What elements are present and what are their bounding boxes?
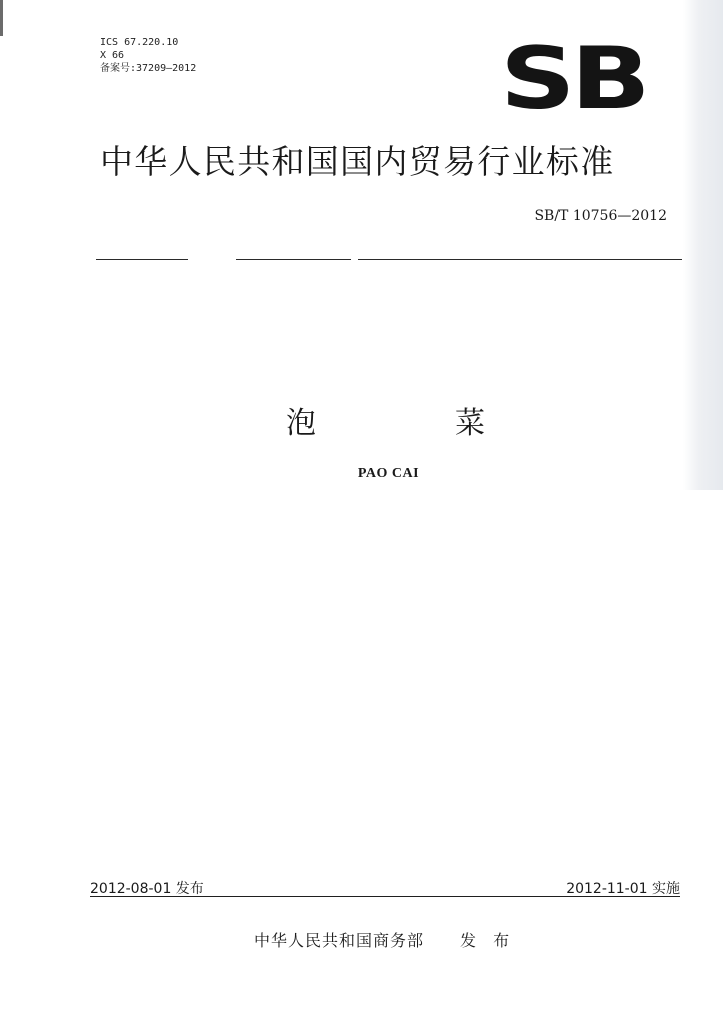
category-code: X 66 <box>100 50 125 61</box>
standard-code: SB/T 10756—2012 <box>534 208 667 224</box>
title-char-1: 泡 <box>286 406 316 441</box>
classification-block <box>100 36 196 75</box>
header-divider <box>96 259 682 260</box>
ics-code: ICS 67.220.10 <box>100 37 179 48</box>
record-number: 备案号:37209—2012 <box>100 63 197 74</box>
organization-title: 中华人民共和国国内贸易行业标准 <box>100 142 615 181</box>
effective-date: 2012-11-01 实施 <box>566 881 680 897</box>
issue-date: 2012-08-01 发布 <box>90 881 204 897</box>
publisher-line <box>254 928 515 951</box>
date-line <box>90 878 680 897</box>
title-char-2: 菜 <box>455 406 485 441</box>
issuer-name: 中华人民共和国商务部 <box>254 931 425 950</box>
document-title <box>0 398 723 441</box>
scan-edge-mark <box>0 0 3 36</box>
document-subtitle: PAO CAI <box>357 466 420 481</box>
sb-logo: SB <box>500 29 646 129</box>
issuer-action: 发 布 <box>460 931 516 950</box>
